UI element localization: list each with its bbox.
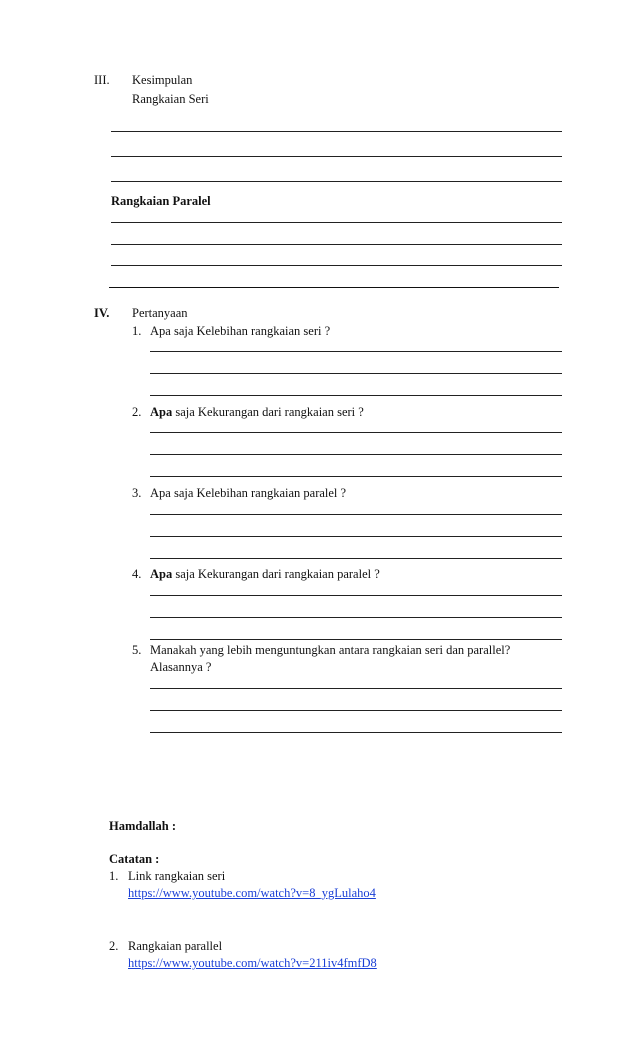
question-5-text-line-2: Alasannya ? [150,660,212,674]
seri-video-link[interactable]: https://www.youtube.com/watch?v=8_ygLulaho4 [128,886,376,900]
answer-line [111,222,562,223]
question-1-number: 1. [132,324,142,338]
question-2-number: 2. [132,405,142,419]
answer-line [150,395,562,396]
catatan-item-2-label: Rangkaian parallel [128,939,223,953]
catatan-item-2-number: 2. [109,939,119,953]
question-4-text [150,567,380,582]
answer-line [150,688,562,689]
question-5-text: Manakah yang lebih menguntungkan antara rangkaian seri dan parallel? [150,643,511,657]
parallel-video-link[interactable]: https://www.youtube.com/watch?v=211iv4fmfD8 [128,956,377,970]
answer-line [150,558,562,559]
section-3-title: Kesimpulan [132,73,193,87]
question-1-text: Apa saja Kelebihan rangkaian seri ? [150,324,331,338]
answer-line [111,265,562,266]
seri-label: Rangkaian Seri [132,92,209,106]
answer-line [111,156,562,157]
answer-line [150,710,562,711]
answer-line [150,351,562,352]
answer-line [111,131,562,132]
catatan-item-1-number: 1. [109,869,119,883]
answer-line [150,617,562,618]
question-4-rest: saja Kekurangan dari rangkaian paralel ? [172,567,380,581]
question-2-bold-word: Apa [150,405,173,419]
question-2-text [150,405,364,420]
answer-line [150,454,562,455]
section-3-number: III. [94,73,110,87]
question-4-bold-word: Apa [150,567,173,581]
answer-line [150,639,562,640]
answer-line [150,373,562,374]
answer-line [111,244,562,245]
question-5-number: 5. [132,643,142,657]
answer-line [150,732,562,733]
question-2-rest: saja Kekurangan dari rangkaian seri ? [172,405,364,419]
question-3-text: Apa saja Kelebihan rangkaian paralel ? [150,486,347,500]
section-divider [109,287,559,288]
answer-line [150,432,562,433]
question-3-number: 3. [132,486,142,500]
section-4-number: IV. [94,306,110,320]
section-4-title: Pertanyaan [132,306,188,320]
catatan-item-1-label: Link rangkaian seri [128,869,226,883]
answer-line [150,514,562,515]
answer-line [111,181,562,182]
catatan-title: Catatan : [109,852,160,866]
paralel-label: Rangkaian Paralel [111,194,211,208]
hamdallah-label: Hamdallah : [109,819,177,833]
answer-line [150,476,562,477]
question-4-number: 4. [132,567,142,581]
answer-line [150,595,562,596]
answer-line [150,536,562,537]
